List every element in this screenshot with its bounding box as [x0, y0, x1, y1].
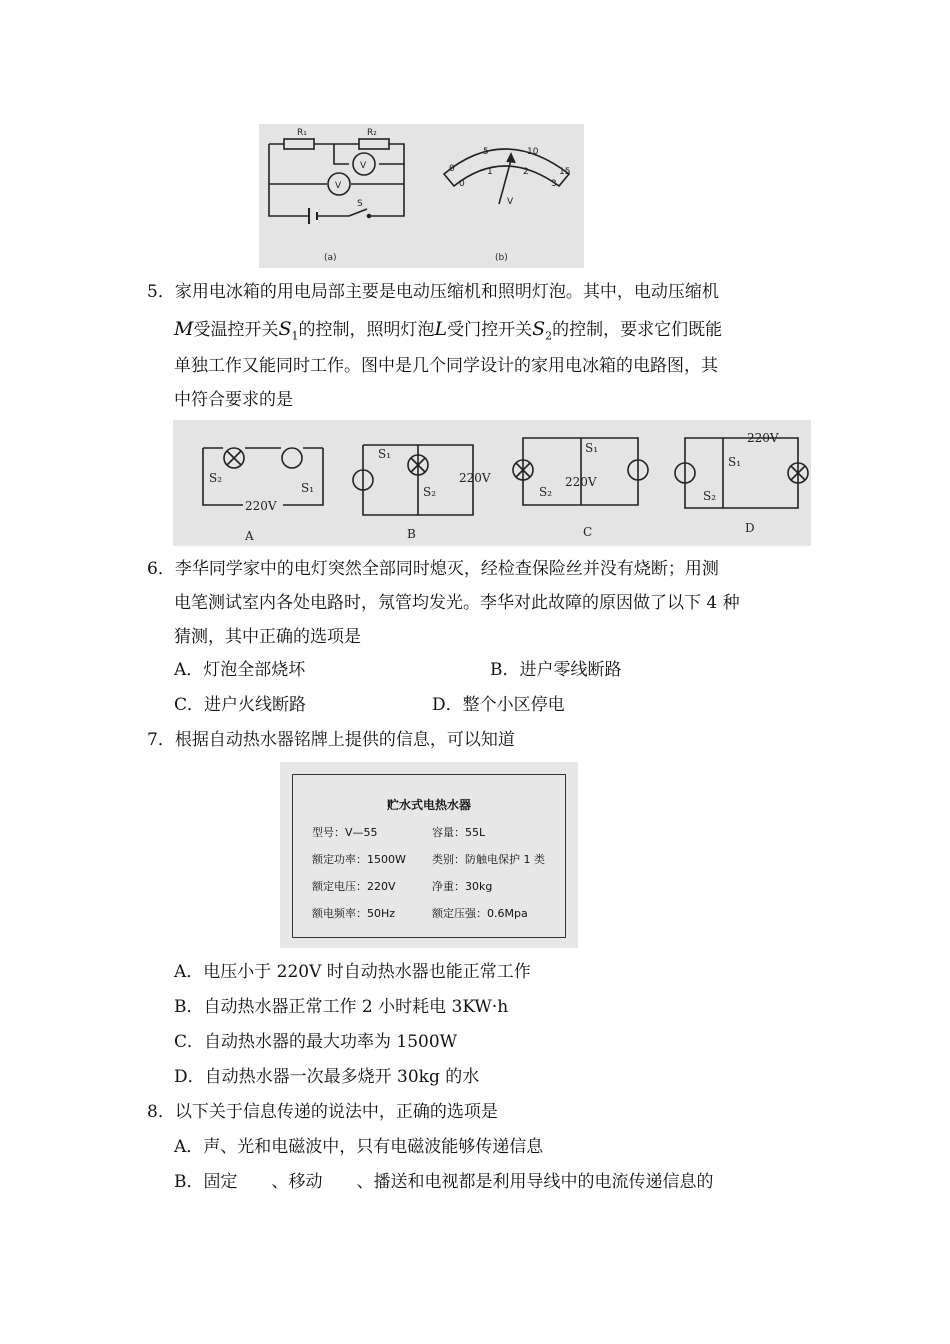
q8-option-a: A．声、光和电磁波中，只有电磁波能够传递信息 [174, 1137, 544, 1157]
q8-line1: 8．以下关于信息传递的说法中，正确的选项是 [147, 1102, 498, 1122]
q5-text-c: 受门控开关 [447, 320, 533, 340]
scale-bottom-3: 3 [551, 179, 557, 189]
fig5-a-s1: S₁ [301, 481, 315, 495]
symbol-s1-sub: 1 [291, 329, 299, 343]
nameplate-figure [280, 762, 578, 948]
fig5-label-a: A [245, 529, 254, 543]
fig5-a-s2: S₂ [209, 471, 223, 485]
fig5-c-s1: S₁ [585, 441, 599, 455]
circuit-d-wires [685, 438, 798, 508]
resistor-r2 [359, 139, 389, 149]
q7-line1: 7．根据自动热水器铭牌上提供的信息，可以知道 [147, 730, 515, 750]
circuit-and-meter-figure [259, 124, 584, 268]
q5-line1: 5．家用电冰箱的用电局部主要是电动压缩机和照明灯泡。其中，电动压缩机 [147, 282, 719, 302]
q7-option-c: C．自动热水器的最大功率为 1500W [174, 1032, 458, 1052]
v1-label: V [335, 181, 342, 191]
fig5-label-c: C [583, 525, 593, 539]
nameplate-capacity: 容量：55L [432, 826, 486, 839]
scale-bottom-1: 1 [487, 167, 493, 177]
q6-option-c: C．进户火线断路 [174, 695, 307, 715]
q7-option-a: A．电压小于 220V 时自动热水器也能正常工作 [174, 962, 531, 982]
scale-top-0: 0 [449, 164, 455, 174]
scale-bottom-2: 2 [523, 167, 529, 177]
scale-top-15: 15 [559, 167, 571, 177]
r1-label: R₁ [297, 128, 307, 138]
resistor-r1 [284, 139, 314, 149]
q6-option-a: A．灯泡全部烧坏 [174, 660, 306, 680]
circuit-a-motor [282, 448, 302, 468]
nameplate-power: 额定功率：1500W [312, 853, 406, 866]
scale-bottom-0: 0 [459, 179, 465, 189]
pointer-label: V [507, 197, 514, 207]
fig5-d-s1: S₁ [728, 455, 742, 469]
nameplate-weight: 净重：30kg [432, 880, 493, 893]
symbol-l: L [434, 318, 448, 340]
symbol-s2-sub: 2 [545, 329, 553, 343]
q6-line3: 猜测，其中正确的选项是 [174, 627, 361, 647]
fig5-label-b: B [407, 527, 416, 541]
fig5-d-voltage: 220V [747, 431, 779, 445]
nameplate-class: 类别：防触电保护 1 类 [432, 853, 545, 866]
nameplate-model: 型号：V—55 [312, 826, 378, 839]
nameplate-title: 贮水式电热水器 [386, 798, 471, 812]
caption-b: (b) [495, 253, 508, 263]
q5-text-a: 受温控开关 [193, 320, 279, 340]
switch-label: S [357, 199, 363, 209]
symbol-s2: S [532, 318, 546, 340]
symbol-m: M [174, 318, 194, 340]
q8-option-b: B．固定 、移动 、播送和电视都是利用导线中的电流传递信息的 [174, 1172, 714, 1192]
symbol-s1: S [278, 318, 292, 340]
nameplate-pressure: 额定压强：0.6Mpa [432, 907, 528, 920]
scale-top-10: 10 [527, 147, 539, 157]
fig5-c-s2: S₂ [539, 485, 553, 499]
v2-label: V [360, 161, 367, 171]
caption-a: (a) [324, 253, 337, 263]
q6-line1: 6．李华同学家中的电灯突然全部同时熄灭，经检查保险丝并没有烧断；用测 [147, 559, 719, 579]
q6-option-b: B．进户零线断路 [490, 660, 622, 680]
q6-option-d: D．整个小区停电 [432, 695, 565, 715]
fig5-b-s2: S₂ [423, 485, 437, 499]
q6-line2: 电笔测试室内各处电路时，氖管均发光。李华对此故障的原因做了以下 4 种 [174, 593, 740, 613]
q5-text-d: 的控制，要求它们既能 [552, 320, 723, 340]
nameplate-voltage: 额定电压：220V [312, 880, 396, 893]
fig5-c-voltage: 220V [565, 475, 597, 489]
fig5-b-voltage: 220V [459, 471, 491, 485]
q7-option-b: B．自动热水器正常工作 2 小时耗电 3KW·h [174, 997, 509, 1017]
fig5-d-s2: S₂ [703, 489, 717, 503]
q7-option-d: D．自动热水器一次最多烧开 30kg 的水 [174, 1067, 480, 1087]
q5-line4: 中符合要求的是 [174, 390, 293, 410]
r2-label: R₂ [367, 128, 377, 138]
scale-top-5: 5 [483, 147, 489, 157]
fig5-a-voltage: 220V [245, 499, 277, 513]
q5-line3: 单独工作又能同时工作。图中是几个同学设计的家用电冰箱的电路图，其 [174, 356, 718, 376]
nameplate-frequency: 额电频率：50Hz [312, 907, 396, 920]
fridge-circuits-figure [173, 420, 811, 546]
q5-line2 [174, 318, 722, 347]
circuit-wire [269, 144, 404, 164]
q5-text-b: 的控制，照明灯泡 [298, 320, 435, 340]
fig5-label-d: D [745, 521, 755, 535]
fig5-b-s1: S₁ [378, 447, 392, 461]
